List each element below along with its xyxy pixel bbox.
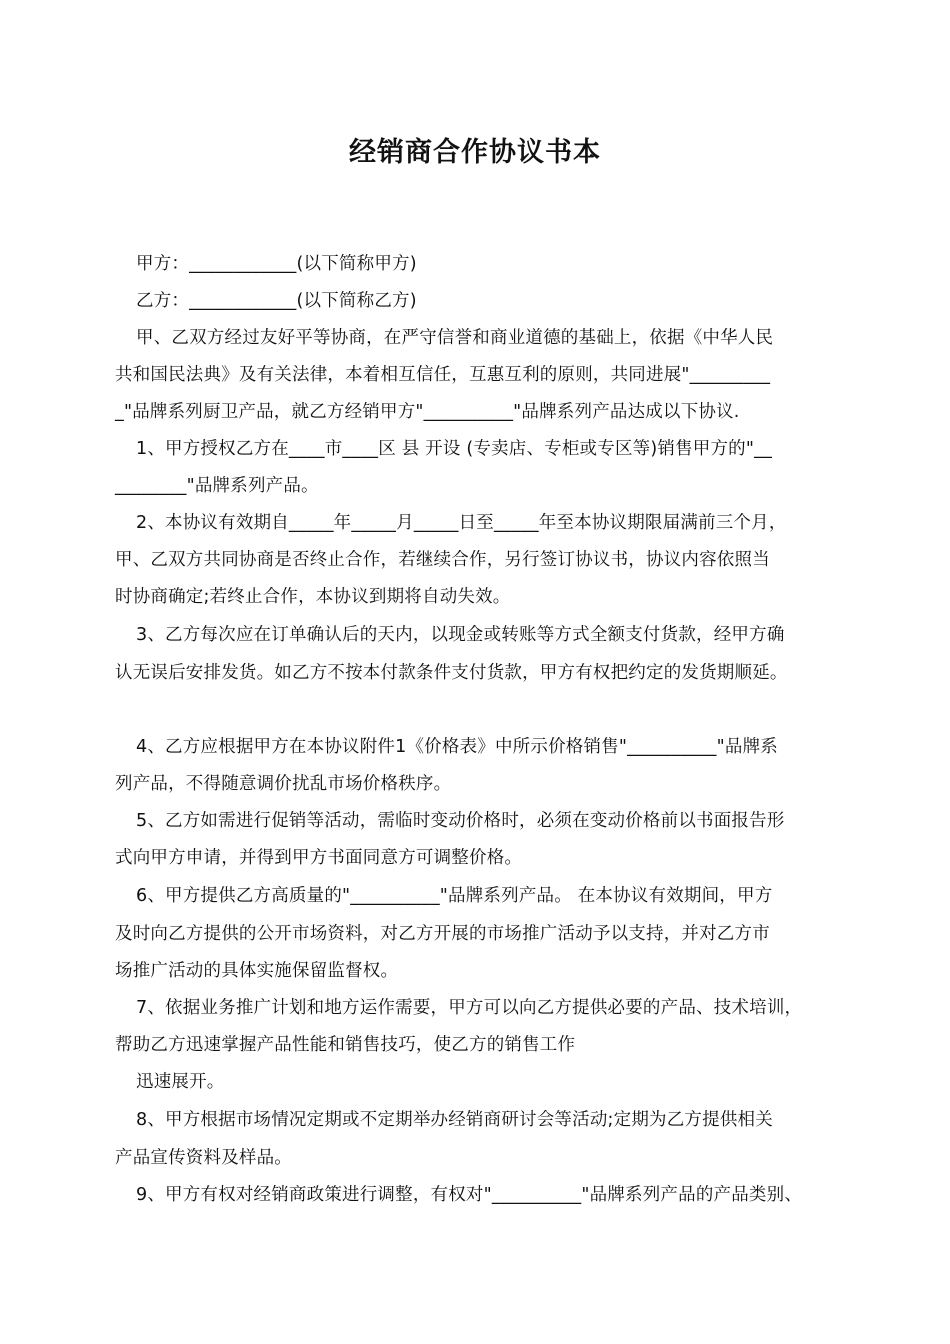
preamble-line-2: 共和国民法典》及有关法律，本着相互信任，互惠互利的原则，共同进展"_________ [115, 365, 771, 385]
clause-6-line-1: 6、甲方提供乙方高质量的"__________"品牌系列产品。 在本协议有效期间，甲方 [136, 886, 773, 906]
preamble-line-3: _"品牌系列厨卫产品，就乙方经销甲方"__________"品牌系列产品达成以下协议. [115, 402, 740, 422]
document-title: 经销商合作协议书本 [349, 137, 601, 168]
party-b-line: 乙方：____________(以下简称乙方) [136, 291, 417, 311]
clause-7-line-2: 帮助乙方迅速掌握产品性能和销售技巧，使乙方的销售工作 [115, 1035, 576, 1055]
clause-5-line-1: 5、乙方如需进行促销等活动，需临时变动价格时，必须在变动价格前以书面报告形 [136, 811, 785, 831]
clause-2-line-2: 甲、乙双方共同协商是否终止合作，若继续合作，另行签订协议书，协议内容依照当 [115, 550, 770, 570]
clause-6-line-2: 及时向乙方提供的公开市场资料，对乙方开展的市场推广活动予以支持，并对乙方市 [115, 924, 770, 944]
clause-7-line-1: 7、依据业务推广计划和地方运作需要，甲方可以向乙方提供必要的产品、技术培训， [136, 998, 803, 1018]
clause-1-line-2: ________"品牌系列产品。 [115, 476, 319, 496]
clause-1-line-1: 1、甲方授权乙方在____市____区 县 开设 (专卖店、专柜或专区等)销售甲方的"__ [136, 439, 773, 459]
clause-5-line-2: 式向甲方申请，并得到甲方书面同意方可调整价格。 [115, 848, 523, 868]
clause-4-line-1: 4、乙方应根据甲方在本协议附件1《价格表》中所示价格销售"__________"品牌系 [136, 737, 778, 757]
clause-2-line-3: 时协商确定;若终止合作，本协议到期将自动失效。 [115, 587, 511, 607]
clause-9-line-1: 9、甲方有权对经销商政策进行调整，有权对"__________"品牌系列产品的产品类别、 [136, 1185, 803, 1205]
clause-4-line-2: 列产品，不得随意调价扰乱市场价格秩序。 [115, 774, 452, 794]
party-a-line: 甲方：____________(以下简称甲方) [136, 254, 417, 274]
clause-8-line-2: 产品宣传资料及样品。 [115, 1148, 292, 1168]
clause-8-line-1: 8、甲方根据市场情况定期或不定期举办经销商研讨会等活动;定期为乙方提供相关 [136, 1110, 773, 1130]
clause-3-line-1: 3、乙方每次应在订单确认后的天内，以现金或转账等方式全额支付货款，经甲方确 [136, 625, 785, 645]
preamble-line-1: 甲、乙双方经过友好平等协商，在严守信誉和商业道德的基础上，依据《中华人民 [136, 328, 774, 348]
clause-7-line-3: 迅速展开。 [136, 1072, 225, 1092]
clause-6-line-3: 场推广活动的具体实施保留监督权。 [115, 961, 399, 981]
clause-3-line-2: 认无误后安排发货。如乙方不按本付款条件支付货款，甲方有权把约定的发货期顺延。 [115, 663, 788, 683]
clause-2-line-1: 2、本协议有效期自_____年_____月_____日至_____年至本协议期限届满前三个月， [136, 513, 787, 533]
